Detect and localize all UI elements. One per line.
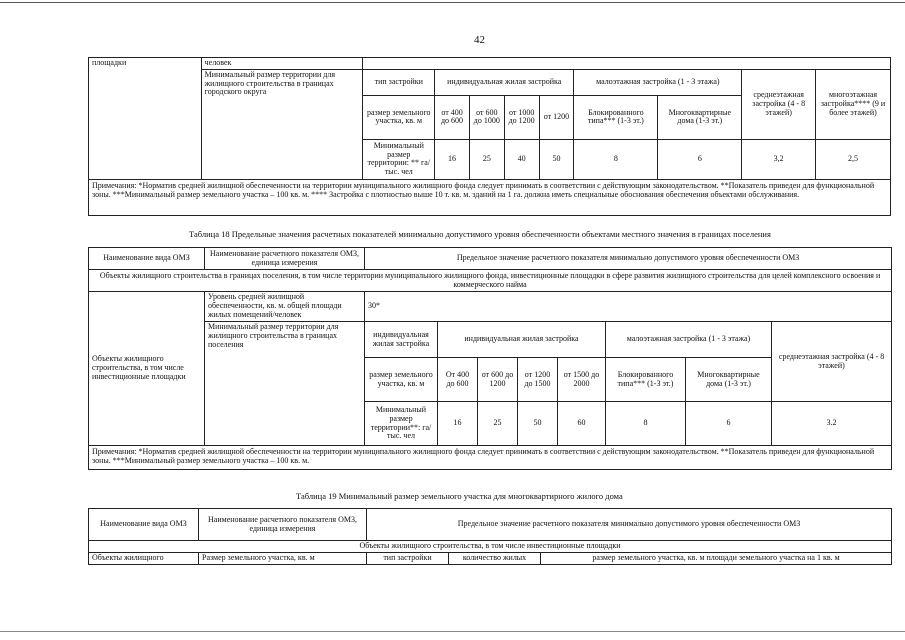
t17-value-5: 8 [574, 139, 658, 179]
t17-value-7: 3,2 [742, 139, 816, 179]
t17-group-midrise: среднеэтажная застройка (4 - 8 этажей) [742, 69, 816, 139]
t19-section-title: Объекты жилищного строительства, в том числе инвестиционные площадки [89, 541, 892, 553]
table-19 [88, 508, 892, 565]
t17-note: Примечания: *Норматив средней жилищной обеспеченности на территории муниципального жилищного фонда следует принимать в соответствии с действующим законодательством. **Показатель приведен для функциональной зоны. ***Минимальный размер земельного участка – 100 кв. м. **** Застройка с плотностью выше 10 т. кв. м. зданий на 1 га. должна иметь специальные обоснования обеспечения объектами обслуживания. [89, 179, 891, 215]
t19-header-type: Наименование вида ОМЗ [89, 509, 199, 541]
t18-type-label: индивидуальная жилая застройка [365, 322, 438, 358]
t18-header-value: Предельное значение расчетного показателя минимально допустимого уровня обеспеченности ОМЗ [365, 248, 892, 270]
t18-plot-4: от 1500 до 2000 [558, 358, 606, 402]
t18-value-5: 8 [606, 402, 686, 446]
t18-note: Примечания: *Норматив средней жилищной обеспеченности на территории муниципального жилищного фонда следует принимать в соответствии с действующим законодательством. **Показатель приведен для функциональной зоны. ***Минимальный размер земельного участка – 100 кв. м. [89, 446, 892, 470]
t17-min-label: Минимальный размер территории: ** га/тыс. чел [363, 139, 435, 179]
t18-section-title: Объекты жилищного строительства в границах поселения, в том числе территории муниципального жилищного фонда, инвестиционные площадки в сфере развития жилищного строительства для целей комплексного освоения и коммерческого найма [89, 270, 892, 292]
t18-plot-2: от 600 до 1200 [478, 358, 518, 402]
t17-value-6: 6 [658, 139, 742, 179]
t18-apartment: Многоквартирные дома (1-3 эт.) [686, 358, 772, 402]
top-rule [0, 2, 905, 3]
table-17-continuation [88, 57, 891, 216]
t17-group-highrise: многоэтажная застройка**** (9 и более этажей) [816, 69, 891, 139]
t17-plot-1: от 400 до 600 [435, 95, 470, 139]
t19-caption: Таблица 19 Минимальный размер земельного участка для многоквартирного жилого дома [296, 491, 623, 501]
t19-type-label: тип застройки [367, 553, 449, 565]
t18-caption: Таблица 18 Предельные значения расчетных показателей минимально допустимого уровня обеспеченности объектами местного значения в границах поселения [189, 229, 771, 239]
t18-value-6: 6 [686, 402, 772, 446]
t17-value-4: 50 [539, 139, 574, 179]
t18-header-type: Наименование вида ОМЗ [89, 248, 205, 270]
t17-head-left: площадки [89, 58, 202, 180]
t17-value-8: 2,5 [816, 139, 891, 179]
t19-size-per-sqm-label: размер земельного участка, кв. м площади земельного участка на 1 кв. м [541, 553, 892, 565]
t18-value-3: 50 [518, 402, 558, 446]
t17-head-mid: человек [201, 58, 363, 70]
t18-group-midrise: среднеэтажная застройка (4 - 8 этажей) [772, 322, 892, 402]
t17-plot-4: от 1200 [539, 95, 574, 139]
t17-value-3: 40 [504, 139, 539, 179]
t17-apartment: Многоквартирные дома (1-3 эт.) [658, 95, 742, 139]
t18-value-4: 60 [558, 402, 606, 446]
t17-blocked: Блокированного типа*** (1-3 эт.) [574, 95, 658, 139]
t19-header-value: Предельное значение расчетного показателя минимально допустимого уровня обеспеченности ОМЗ [367, 509, 892, 541]
table-18 [88, 247, 892, 470]
t18-housing-level-value: 30* [365, 292, 892, 322]
t19-header-indicator: Наименование расчетного показателя ОМЗ, единица измерения [199, 509, 367, 541]
t18-plot-1: От 400 до 600 [438, 358, 478, 402]
t17-plot-label: размер земельного участка, кв. м [363, 95, 435, 139]
page-number: 42 [474, 34, 485, 46]
t17-value-1: 16 [435, 139, 470, 179]
t18-min-territory-label: Минимальный размер территории для жилищного строительства в границах поселения [205, 322, 365, 446]
bottom-rule [0, 631, 905, 632]
t17-label: Минимальный размер территории для жилищного строительства в границах городского округа [201, 69, 363, 179]
t18-group-individual: индивидуальная жилая застройка [438, 322, 606, 358]
t18-header-indicator: Наименование расчетного показателя ОМЗ, единица измерения [205, 248, 365, 270]
t18-value-1: 16 [438, 402, 478, 446]
t17-group-individual: индивидуальная жилая застройка [435, 69, 574, 95]
t17-value-2: 25 [469, 139, 504, 179]
t18-plot-label: размер земельного участка, кв. м [365, 358, 438, 402]
t18-value-2: 25 [478, 402, 518, 446]
t18-blocked: Блокированного типа*** (1-3 эт.) [606, 358, 686, 402]
t17-group-lowrise: малоэтажная застройка (1 - 3 этажа) [574, 69, 742, 95]
t18-min-label: Минимальный размер территории**: га/тыс. чел [365, 402, 438, 446]
t19-object-name: Объекты жилищного [89, 553, 199, 565]
t18-object-name: Объекты жилищного строительства, в том числе инвестиционные площадки [89, 292, 205, 446]
t18-value-7: 3.2 [772, 402, 892, 446]
t17-plot-3: от 1000 до 1200 [504, 95, 539, 139]
t17-type-label: тип застройки [363, 69, 435, 95]
t19-count-label: количество жилых [449, 553, 541, 565]
t18-housing-level-label: Уровень средней жилищной обеспеченности, кв. м. общей площади жилых помещений/человек [205, 292, 365, 322]
t18-plot-3: от 1200 до 1500 [518, 358, 558, 402]
t19-size-label: Размер земельного участка, кв. м [199, 553, 367, 565]
t17-plot-2: от 600 до 1000 [469, 95, 504, 139]
t18-group-lowrise: малоэтажная застройка (1 - 3 этажа) [606, 322, 772, 358]
